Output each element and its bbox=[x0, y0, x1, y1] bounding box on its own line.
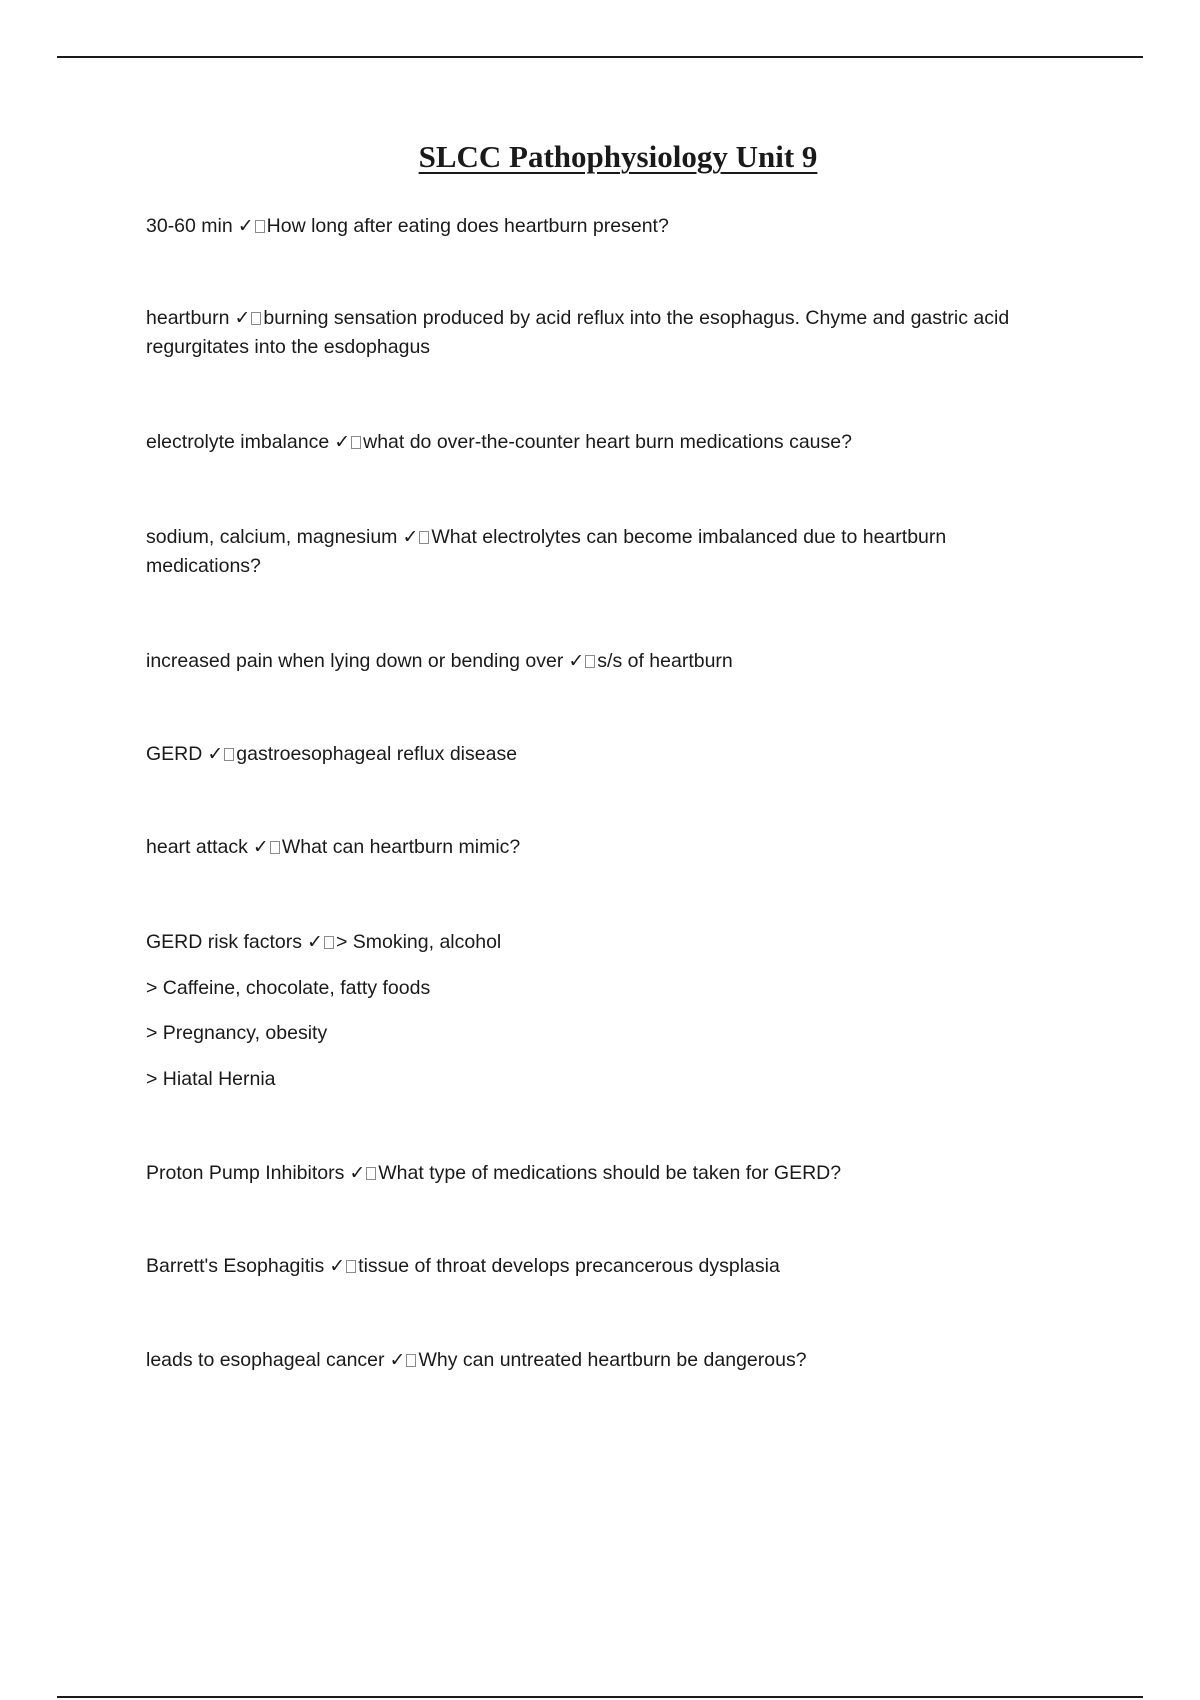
entry-term: sodium, calcium, magnesium bbox=[146, 526, 398, 548]
entry-definition: How long after eating does heartburn present? bbox=[266, 215, 669, 237]
top-rule bbox=[57, 56, 1143, 58]
entry-term: Proton Pump Inhibitors bbox=[146, 1162, 345, 1184]
flashcard-entry bbox=[146, 1252, 1066, 1281]
flashcard-entry bbox=[146, 212, 1066, 241]
entry-definition: s/s of heartburn bbox=[597, 650, 733, 672]
box-glyph-icon bbox=[419, 531, 429, 544]
risk-factor-line: > Caffeine, chocolate, fatty foods bbox=[146, 977, 431, 999]
entry-definition: Why can untreated heartburn be dangerous? bbox=[418, 1349, 807, 1371]
box-glyph-icon bbox=[224, 748, 234, 761]
entry-definition: What type of medications should be taken for GERD? bbox=[378, 1162, 842, 1184]
entry-definition: What electrolytes can become imbalanced due to heartburn medications? bbox=[146, 526, 947, 577]
box-glyph-icon bbox=[251, 312, 261, 325]
check-icon: ✓ bbox=[349, 1162, 366, 1184]
entry-term: increased pain when lying down or bending over bbox=[146, 650, 564, 672]
entry-definition: burning sensation produced by acid reflux into the esophagus. Chyme and gastric acid regurgitates into the esdophagus bbox=[146, 307, 1010, 358]
flashcard-entry bbox=[146, 428, 1066, 457]
entry-term: electrolyte imbalance bbox=[146, 431, 330, 453]
entry-term: GERD bbox=[146, 743, 203, 765]
entry-term: 30-60 min bbox=[146, 215, 233, 237]
flashcard-entry bbox=[146, 304, 1066, 362]
entry-term: leads to esophageal cancer bbox=[146, 1349, 385, 1371]
check-icon: ✓ bbox=[237, 215, 254, 237]
box-glyph-icon bbox=[324, 936, 334, 949]
entry-definition: gastroesophageal reflux disease bbox=[236, 743, 518, 765]
document-title: SLCC Pathophysiology Unit 9 bbox=[418, 139, 818, 174]
flashcard-entry bbox=[146, 523, 1026, 581]
box-glyph-icon bbox=[346, 1260, 356, 1273]
check-icon: ✓ bbox=[252, 836, 269, 858]
box-glyph-icon bbox=[270, 841, 280, 854]
entry-definition: What can heartburn mimic? bbox=[281, 836, 521, 858]
flashcard-entry bbox=[146, 647, 1066, 676]
box-glyph-icon bbox=[255, 220, 265, 233]
box-glyph-icon bbox=[585, 655, 595, 668]
entry-term: heart attack bbox=[146, 836, 248, 858]
entry-definition: what do over-the-counter heart burn medications cause? bbox=[363, 431, 852, 453]
check-icon: ✓ bbox=[207, 743, 224, 765]
box-glyph-icon bbox=[366, 1167, 376, 1180]
entry-term: heartburn bbox=[146, 307, 230, 329]
flashcard-entry bbox=[146, 833, 1066, 862]
check-icon: ✓ bbox=[329, 1255, 346, 1277]
check-icon: ✓ bbox=[234, 307, 251, 329]
entry-definition: tissue of throat develops precancerous dysplasia bbox=[358, 1255, 780, 1277]
risk-factor-line: > Pregnancy, obesity bbox=[146, 1022, 328, 1044]
bottom-rule bbox=[57, 1696, 1143, 1698]
box-glyph-icon bbox=[351, 436, 361, 449]
check-icon: ✓ bbox=[389, 1349, 406, 1371]
check-icon: ✓ bbox=[307, 931, 323, 953]
entry-term: GERD risk factors bbox=[146, 931, 303, 953]
check-icon: ✓ bbox=[568, 650, 585, 672]
flashcard-entry bbox=[146, 740, 1066, 769]
check-icon: ✓ bbox=[402, 526, 419, 548]
flashcard-entry bbox=[146, 1159, 1066, 1188]
entry-term: Barrett's Esophagitis bbox=[146, 1255, 325, 1277]
flashcard-entry bbox=[146, 928, 1066, 957]
entry-definition: > Smoking, alcohol bbox=[335, 931, 502, 953]
flashcard-entry bbox=[146, 1346, 1066, 1375]
check-icon: ✓ bbox=[334, 431, 351, 453]
box-glyph-icon bbox=[406, 1354, 416, 1367]
risk-factor-line: > Hiatal Hernia bbox=[146, 1068, 276, 1090]
